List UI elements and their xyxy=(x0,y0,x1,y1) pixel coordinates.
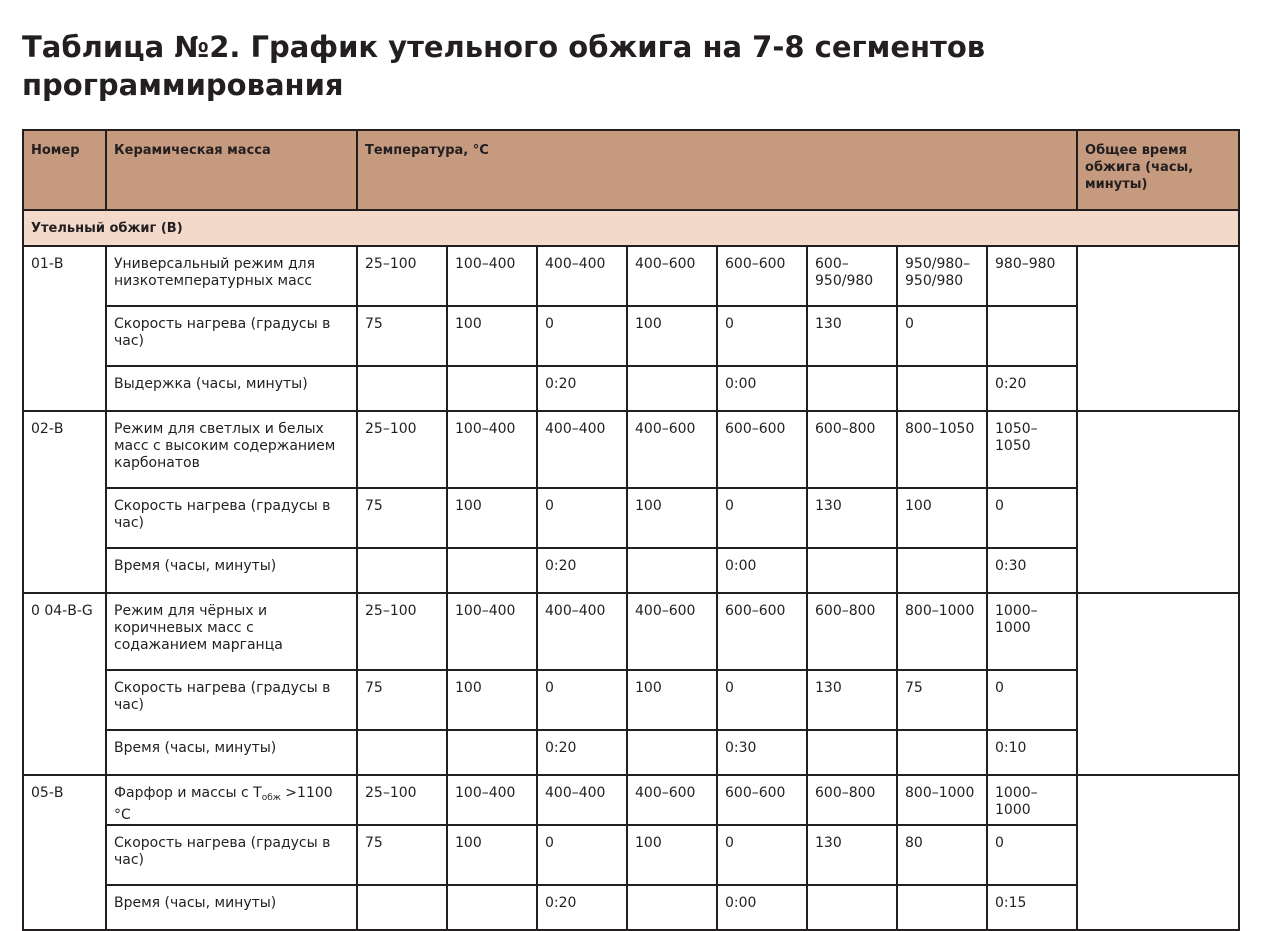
time-cell xyxy=(627,730,717,775)
table-header-row xyxy=(23,130,1239,210)
speed-cell: 100 xyxy=(627,825,717,885)
section-row xyxy=(23,210,1239,246)
section-title: Утельный обжиг (В) xyxy=(23,210,1239,246)
speed-cell: 130 xyxy=(807,670,897,730)
speed-label: Скорость нагрева (градусы в час) xyxy=(106,488,357,548)
table-row xyxy=(23,593,1239,670)
speed-cell: 100 xyxy=(897,488,987,548)
temperature-cell: 600–800 xyxy=(807,593,897,670)
temperature-cell: 400–600 xyxy=(627,411,717,488)
page-title: Таблица №2. График утельного обжига на 7-8 сегментов программирования xyxy=(22,30,986,102)
speed-cell: 0 xyxy=(717,306,807,366)
temperature-cell: 25–100 xyxy=(357,411,447,488)
time-cell xyxy=(357,548,447,593)
speed-label: Скорость нагрева (градусы в час) xyxy=(106,306,357,366)
time-cell: 0:20 xyxy=(537,885,627,930)
speed-cell: 80 xyxy=(897,825,987,885)
mode-label-subscript: обж xyxy=(261,793,281,803)
time-cell xyxy=(807,730,897,775)
mode-label: Режим для светлых и белых масс с высоким содержанием карбонатов xyxy=(106,411,357,488)
mode-label: Режим для чёрных и коричневых масс с содажанием марганца xyxy=(106,593,357,670)
temperature-cell: 400–600 xyxy=(627,593,717,670)
mode-label-text: Фарфор и массы с Т xyxy=(114,785,262,801)
speed-cell: 0 xyxy=(987,670,1077,730)
header-mass: Керамическая масса xyxy=(106,130,357,210)
speed-cell: 100 xyxy=(627,306,717,366)
time-label: Время (часы, минуты) xyxy=(106,548,357,593)
speed-cell: 0 xyxy=(537,825,627,885)
time-cell: 0:20 xyxy=(537,366,627,411)
mode-label xyxy=(106,775,357,825)
time-cell xyxy=(807,885,897,930)
temperature-cell: 800–1000 xyxy=(897,775,987,825)
temperature-cell: 100–400 xyxy=(447,775,537,825)
total-time-cell xyxy=(1077,775,1239,930)
total-time-cell xyxy=(1077,411,1239,593)
mode-label: Универсальный режим для низкотемпературных масс xyxy=(106,246,357,306)
temperature-cell: 400–600 xyxy=(627,246,717,306)
temperature-cell: 600–600 xyxy=(717,411,807,488)
temperature-cell: 980–980 xyxy=(987,246,1077,306)
temperature-cell: 100–400 xyxy=(447,593,537,670)
time-cell xyxy=(447,730,537,775)
firing-schedule-table xyxy=(22,129,1240,931)
time-cell: 0:00 xyxy=(717,548,807,593)
time-cell xyxy=(897,730,987,775)
speed-cell: 0 xyxy=(987,825,1077,885)
time-cell: 0:15 xyxy=(987,885,1077,930)
time-cell xyxy=(627,548,717,593)
speed-label: Скорость нагрева (градусы в час) xyxy=(106,670,357,730)
temperature-cell: 600–800 xyxy=(807,411,897,488)
speed-cell: 0 xyxy=(537,670,627,730)
temperature-cell: 25–100 xyxy=(357,593,447,670)
header-temperature: Температура, °С xyxy=(357,130,1077,210)
speed-cell: 0 xyxy=(717,670,807,730)
table-row xyxy=(23,885,1239,930)
temperature-cell: 1000–1000 xyxy=(987,593,1077,670)
temperature-cell: 400–400 xyxy=(537,775,627,825)
table-row xyxy=(23,775,1239,825)
speed-cell: 75 xyxy=(357,825,447,885)
time-label: Выдержка (часы, минуты) xyxy=(106,366,357,411)
table-row xyxy=(23,730,1239,775)
temperature-cell: 1000–1000 xyxy=(987,775,1077,825)
speed-cell: 0 xyxy=(987,488,1077,548)
speed-cell: 100 xyxy=(447,670,537,730)
table-row xyxy=(23,246,1239,306)
time-cell xyxy=(627,366,717,411)
mode-number: 0 04-В-G xyxy=(23,593,106,775)
temperature-cell: 600–600 xyxy=(717,593,807,670)
time-cell xyxy=(357,730,447,775)
speed-cell xyxy=(987,306,1077,366)
time-cell xyxy=(897,885,987,930)
time-cell xyxy=(357,366,447,411)
temperature-cell: 600–600 xyxy=(717,775,807,825)
table-row xyxy=(23,488,1239,548)
time-cell xyxy=(807,548,897,593)
speed-cell: 0 xyxy=(717,825,807,885)
temperature-cell: 600–950/980 xyxy=(807,246,897,306)
speed-cell: 130 xyxy=(807,825,897,885)
time-cell xyxy=(627,885,717,930)
speed-cell: 0 xyxy=(897,306,987,366)
temperature-cell: 100–400 xyxy=(447,246,537,306)
time-cell: 0:20 xyxy=(987,366,1077,411)
temperature-cell: 400–400 xyxy=(537,411,627,488)
time-cell xyxy=(357,885,447,930)
table-row xyxy=(23,366,1239,411)
mode-number: 05-В xyxy=(23,775,106,930)
speed-cell: 100 xyxy=(627,670,717,730)
speed-cell: 100 xyxy=(447,488,537,548)
time-cell xyxy=(447,366,537,411)
mode-label-suffix: >1100 °С xyxy=(114,785,333,823)
time-cell: 0:00 xyxy=(717,366,807,411)
time-cell xyxy=(447,548,537,593)
speed-cell: 130 xyxy=(807,488,897,548)
temperature-cell: 100–400 xyxy=(447,411,537,488)
speed-cell: 75 xyxy=(357,306,447,366)
time-cell: 0:00 xyxy=(717,885,807,930)
temperature-cell: 600–800 xyxy=(807,775,897,825)
speed-cell: 100 xyxy=(447,306,537,366)
time-cell xyxy=(897,548,987,593)
time-label: Время (часы, минуты) xyxy=(106,885,357,930)
table-row xyxy=(23,306,1239,366)
temperature-cell: 950/980–950/980 xyxy=(897,246,987,306)
table-row xyxy=(23,825,1239,885)
table-row xyxy=(23,411,1239,488)
temperature-cell: 25–100 xyxy=(357,246,447,306)
speed-cell: 0 xyxy=(717,488,807,548)
time-cell xyxy=(897,366,987,411)
time-cell: 0:20 xyxy=(537,548,627,593)
temperature-cell: 400–400 xyxy=(537,246,627,306)
time-cell xyxy=(447,885,537,930)
table-row xyxy=(23,548,1239,593)
time-cell xyxy=(807,366,897,411)
header-number: Номер xyxy=(23,130,106,210)
temperature-cell: 600–600 xyxy=(717,246,807,306)
speed-cell: 100 xyxy=(627,488,717,548)
header-total-time: Общее время обжига (часы, минуты) xyxy=(1077,130,1239,210)
time-cell: 0:30 xyxy=(717,730,807,775)
speed-cell: 75 xyxy=(357,488,447,548)
time-cell: 0:30 xyxy=(987,548,1077,593)
temperature-cell: 1050–1050 xyxy=(987,411,1077,488)
temperature-cell: 800–1000 xyxy=(897,593,987,670)
total-time-cell xyxy=(1077,246,1239,411)
speed-cell: 130 xyxy=(807,306,897,366)
time-cell: 0:20 xyxy=(537,730,627,775)
total-time-cell xyxy=(1077,593,1239,775)
temperature-cell: 25–100 xyxy=(357,775,447,825)
speed-cell: 75 xyxy=(897,670,987,730)
speed-cell: 0 xyxy=(537,488,627,548)
time-cell: 0:10 xyxy=(987,730,1077,775)
mode-number: 02-В xyxy=(23,411,106,593)
temperature-cell: 800–1050 xyxy=(897,411,987,488)
mode-number: 01-В xyxy=(23,246,106,411)
temperature-cell: 400–600 xyxy=(627,775,717,825)
temperature-cell: 400–400 xyxy=(537,593,627,670)
time-label: Время (часы, минуты) xyxy=(106,730,357,775)
speed-cell: 75 xyxy=(357,670,447,730)
speed-label: Скорость нагрева (градусы в час) xyxy=(106,825,357,885)
table-row xyxy=(23,670,1239,730)
speed-cell: 100 xyxy=(447,825,537,885)
speed-cell: 0 xyxy=(537,306,627,366)
